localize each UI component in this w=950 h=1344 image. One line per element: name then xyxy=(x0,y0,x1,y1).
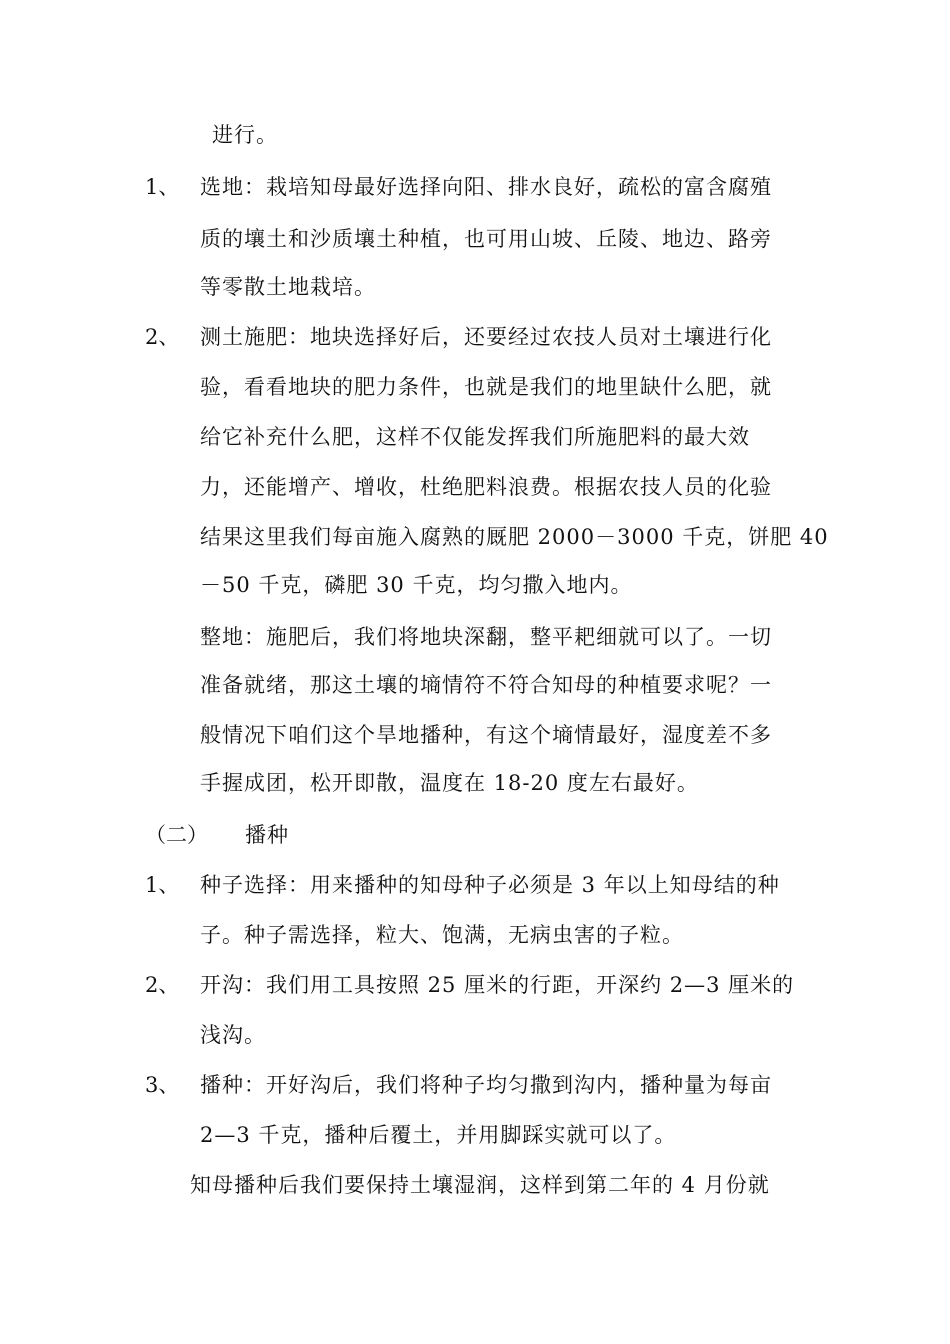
list-item-line: 子。种子需选择，粒大、饱满，无病虫害的子粒。 xyxy=(200,923,684,947)
list-item-line: 验，看看地块的肥力条件，也就是我们的地里缺什么肥，就 xyxy=(200,375,772,399)
list-item-line: 结果这里我们每亩施入腐熟的厩肥 2000－3000 千克，饼肥 40 xyxy=(200,525,829,549)
paragraph-line: 手握成团，松开即散，温度在 18-20 度左右最好。 xyxy=(200,771,699,795)
paragraph-line: 整地：施肥后，我们将地块深翻，整平耙细就可以了。一切 xyxy=(200,625,772,649)
paragraph-line: 般情况下咱们这个旱地播种，有这个墒情最好，湿度差不多 xyxy=(200,723,772,747)
list-item-line: 测土施肥：地块选择好后，还要经过农技人员对土壤进行化 xyxy=(200,325,772,349)
list-item-line: 播种：开好沟后，我们将种子均匀撒到沟内，播种量为每亩 xyxy=(200,1073,772,1097)
list-number: 1、 xyxy=(145,873,180,897)
list-number: 3、 xyxy=(145,1073,180,1097)
list-item-line: 等零散土地栽培。 xyxy=(200,275,376,299)
list-item-line: 力，还能增产、增收，杜绝肥料浪费。根据农技人员的化验 xyxy=(200,475,772,499)
continuation-text: 进行。 xyxy=(212,123,278,147)
list-item-line: 选地：栽培知母最好选择向阳、排水良好，疏松的富含腐殖 xyxy=(200,175,772,199)
list-item-line: 浅沟。 xyxy=(200,1023,266,1047)
list-item-line: 种子选择：用来播种的知母种子必须是 3 年以上知母结的种 xyxy=(200,873,780,897)
section-number: （二） xyxy=(145,823,208,847)
section-title: 播种 xyxy=(245,823,289,847)
closing-line: 知母播种后我们要保持土壤湿润，这样到第二年的 4 月份就 xyxy=(190,1173,770,1197)
list-item-line: 开沟：我们用工具按照 25 厘米的行距，开深约 2—3 厘米的 xyxy=(200,973,795,997)
list-item-line: 质的壤土和沙质壤土种植，也可用山坡、丘陵、地边、路旁 xyxy=(200,227,772,251)
list-number: 2、 xyxy=(145,973,180,997)
list-item-line: 给它补充什么肥，这样不仅能发挥我们所施肥料的最大效 xyxy=(200,425,750,449)
list-number: 1、 xyxy=(145,175,180,199)
list-item-line: 2—3 千克，播种后覆土，并用脚踩实就可以了。 xyxy=(200,1123,677,1147)
list-item-line: －50 千克，磷肥 30 千克，均匀撒入地内。 xyxy=(200,573,633,597)
list-number: 2、 xyxy=(145,325,180,349)
paragraph-line: 准备就绪，那这土壤的墒情符不符合知母的种植要求呢？一 xyxy=(200,673,772,697)
